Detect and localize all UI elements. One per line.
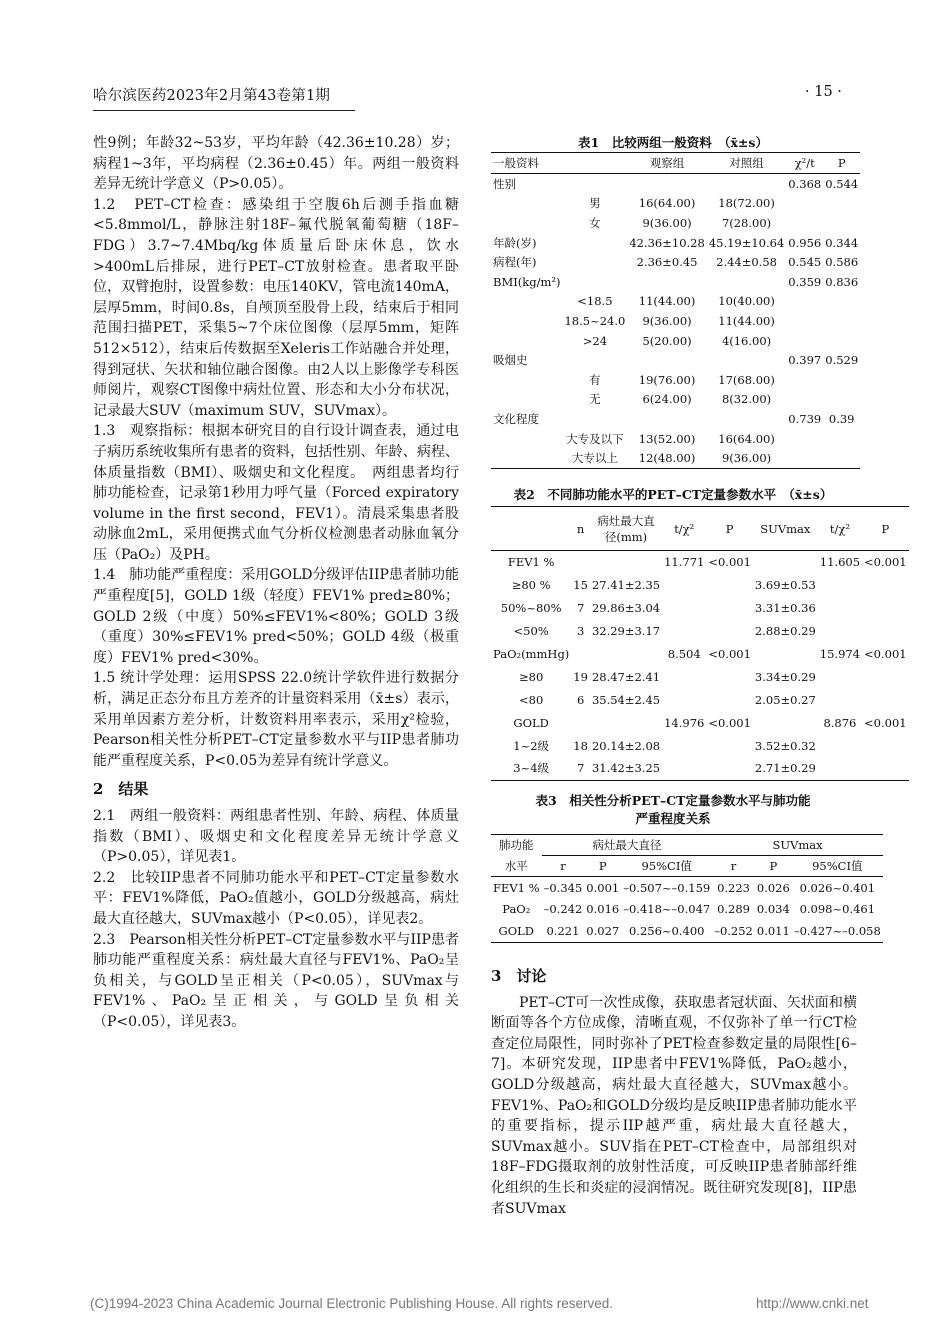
table-cell <box>818 757 862 780</box>
table-cell <box>707 350 786 370</box>
table-cell <box>491 370 562 390</box>
table-cell <box>706 757 753 780</box>
table-cell <box>818 734 862 757</box>
table-cell <box>862 597 909 620</box>
table-cell: 2.36±0.45 <box>636 255 698 270</box>
table-cell: 0.586 <box>825 255 859 270</box>
table-cell <box>491 448 562 468</box>
table-row <box>491 370 860 390</box>
table-cell: 11(44.00) <box>638 294 696 309</box>
table-cell <box>707 174 786 194</box>
table-cell: <50% <box>513 624 549 639</box>
table3-header: 水平 <box>504 858 528 873</box>
table-row <box>491 597 909 620</box>
table-row <box>491 252 860 272</box>
table-cell: 0.836 <box>825 274 859 289</box>
table-cell <box>707 409 786 429</box>
table-cell <box>662 574 706 597</box>
table1 <box>491 152 860 469</box>
table-cell: 16(64.00) <box>718 431 775 446</box>
table-cell <box>786 292 823 312</box>
table-cell <box>571 551 590 574</box>
table-cell: <0.001 <box>708 555 751 570</box>
table-cell: 0.529 <box>825 353 859 368</box>
cnki-link[interactable]: http://www.cnki.net <box>756 1296 869 1311</box>
table-cell <box>562 252 627 272</box>
table2-header: t/χ² <box>829 521 850 536</box>
table-cell: 29.86±3.04 <box>591 601 661 616</box>
table-cell: GOLD <box>498 923 535 938</box>
table-cell: <18.5 <box>577 294 613 309</box>
table-cell <box>706 665 753 688</box>
paragraph: 1.2 PET–CT检查：感染组于空腹6h后测手指血糖<5.8mmol/L，静脉注射18F–氟代脱氧葡萄糖（18F–FDG）3.7~7.4Mbq/kg体质量后卧床休息，饮水>400mL后排尿，进行PET–CT放射检查。患者取平卧位，双臂抱肘，设置参数：电压140KV，管电流140mA，层厚5mm，时间0.8s，自颅顶至股骨上段，结束后于相同范围扫描PET，采集5~7个床位图像（层厚5mm，矩阵512×512），结束后传数据至Xeleris工作站融合并处理，得到冠状、矢状和轴位融合图像。由2人以上影像学专科医师阅片，观察CT图像中病灶位置、形态和大小分布状况，记录最大SUV（maximum SUV，SUVmax）。 <box>93 196 459 419</box>
table-row <box>491 194 860 214</box>
table2-caption: 表2 不同肺功能水平的PET–CT定量参数水平 （x̄±s） <box>513 487 833 502</box>
table-cell: 0.098~0.461 <box>799 902 876 917</box>
table-row <box>491 272 860 292</box>
table-cell: 0.223 <box>717 880 751 895</box>
table-row <box>491 688 909 711</box>
table-cell: 14.976 <box>664 715 705 730</box>
table-cell <box>862 757 909 780</box>
table-cell <box>571 643 590 666</box>
table-cell: 女 <box>589 215 601 230</box>
table-cell: FEV1 % <box>493 880 540 895</box>
table-cell <box>590 643 662 666</box>
table2-header: t/χ² <box>674 521 695 536</box>
table3 <box>491 834 883 943</box>
table-cell <box>823 448 860 468</box>
table3-caption-line1: 表3 相关性分析PET–CT定量参数水平与肺功能 <box>535 793 811 808</box>
table-cell: 2.05±0.27 <box>754 692 816 707</box>
table-cell <box>627 350 706 370</box>
table-cell: >24 <box>582 333 608 348</box>
paragraph: 1.4 肺功能严重程度：采用GOLD分级评估IIP患者肺功能严重程度[5]，GOLD 1级（轻度）FEV1% pred≥80%；GOLD 2级（中度）50%≤FEV1%<80%；GOLD 3级（重度）30%≤FEV1% pred<50%；GOLD 4级（极重度）FEV1% pred<30%。 <box>93 567 459 666</box>
table-cell <box>562 174 627 194</box>
table-cell <box>627 174 706 194</box>
table-cell <box>491 311 562 331</box>
table1-header: 观察组 <box>649 156 685 170</box>
table-cell <box>706 620 753 643</box>
table-cell: –0.242 <box>543 902 583 917</box>
table-cell <box>823 429 860 449</box>
table-row <box>491 174 860 194</box>
table2-header <box>491 507 571 551</box>
table-cell <box>590 711 662 734</box>
table-cell <box>662 757 706 780</box>
table-cell <box>862 688 909 711</box>
table-cell: 18(72.00) <box>718 196 775 211</box>
table-cell: 0.011 <box>756 923 790 938</box>
table1-header <box>562 153 627 174</box>
table-cell <box>823 194 860 214</box>
table-cell: 9(36.00) <box>642 313 692 328</box>
table-cell: 2.44±0.58 <box>716 255 777 270</box>
table-row <box>491 920 883 942</box>
table-row <box>491 448 860 468</box>
table-cell <box>491 390 562 410</box>
table1-header: 一般资料 <box>493 156 539 170</box>
left-column <box>93 133 459 1033</box>
table-cell: –0.345 <box>543 880 583 895</box>
table-cell: –0.418~–0.047 <box>623 902 711 917</box>
table-cell: 3.31±0.36 <box>754 601 816 616</box>
table1-header: P <box>837 156 846 170</box>
table-cell <box>753 643 818 666</box>
table-cell: 文化程度 <box>493 411 539 426</box>
paragraph: PET–CT可一次性成像，获取患者冠状面、矢状面和横断面等各个方位成像，清晰直观，不仅弥补了单一行CT检查定位局限性，同时弥补了PET检查参数定量的局限性[6–7]。本研究发现，IIP患者中FEV1%降低，PaO₂越小，GOLD分级越高，病灶最大直径越大，SUVmax越小。FEV1%、PaO₂和GOLD分级均是反映IIP患者肺功能水平的重要指标，提示IIP越严重，病灶最大直径越大，SUVmax越小。SUV指在PET–CT检查中，局部组织对18F–FDG摄取剂的放射性活度，可反映IIP患者肺部纤维化组织的生长和炎症的浸润情况。既往研究发现[8]，IIP患者SUVmax <box>491 994 857 1217</box>
table-cell: 12(48.00) <box>638 451 696 466</box>
table-row <box>491 899 883 921</box>
table-cell: 19 <box>573 669 588 684</box>
table-cell <box>706 734 753 757</box>
table-cell: 11(44.00) <box>718 313 775 328</box>
table-cell: 20.14±2.08 <box>591 738 661 753</box>
table-cell <box>562 272 627 292</box>
table-row <box>491 429 860 449</box>
table-row <box>491 574 909 597</box>
table-cell: 0.027 <box>586 923 620 938</box>
table-cell: 2.71±0.29 <box>754 761 816 776</box>
table-cell <box>786 448 823 468</box>
table-cell: 4(16.00) <box>721 333 772 348</box>
table-cell: –0.427~–0.058 <box>793 923 881 938</box>
table-cell: ≥80 % <box>511 578 551 593</box>
table-row <box>491 665 909 688</box>
table-cell <box>662 620 706 643</box>
table2-header: 病灶最大直径(mm) <box>597 513 655 544</box>
table-cell <box>562 350 627 370</box>
table-cell <box>491 194 562 214</box>
table-cell: 11.771 <box>664 555 705 570</box>
table-cell: 吸烟史 <box>493 353 528 368</box>
table-cell <box>562 233 627 253</box>
table-cell: PaO₂ <box>502 902 531 917</box>
table-cell <box>753 551 818 574</box>
table-row <box>491 292 860 312</box>
table-cell <box>862 734 909 757</box>
table-cell <box>706 574 753 597</box>
table-row <box>491 643 909 666</box>
table-cell: 6(24.00) <box>642 392 692 407</box>
table-row <box>491 734 909 757</box>
table-cell: 0.39 <box>828 411 855 426</box>
table-cell: 性别 <box>493 176 516 191</box>
table-cell <box>818 574 862 597</box>
table-cell: <80 <box>519 692 544 707</box>
table-cell: 0.001 <box>586 880 620 895</box>
table-cell <box>562 409 627 429</box>
table-cell <box>818 620 862 643</box>
table-cell: 3 <box>576 624 585 639</box>
table-cell <box>662 665 706 688</box>
table-cell <box>786 331 823 351</box>
table-cell <box>862 620 909 643</box>
table-cell: 31.42±3.25 <box>591 761 661 776</box>
table-cell: 2.88±0.29 <box>754 624 816 639</box>
table-cell <box>706 597 753 620</box>
table-cell: 大专以上 <box>571 451 618 466</box>
paragraph: 1.3 观察指标：根据本研究目的自行设计调查表，通过电子病历系统收集所有患者的资料，包括性别、年龄、病程、体质量指数（BMI）、吸烟史和文化程度。 两组患者均行肺功能检查，记录第1秒用力呼气量（Forced expiratory volume in the first second，FEV1）。清晨采集患者股动脉血2mL，采用便携式血气分析仪检测患者动脉血氧分压（PaO₂）及PH。 <box>93 423 459 563</box>
table3-caption <box>490 792 856 828</box>
table-cell <box>662 688 706 711</box>
table-cell: 15.974 <box>819 647 861 661</box>
table3-header: P <box>598 859 607 873</box>
page-number: · 15 · <box>805 84 842 100</box>
table-row <box>491 213 860 233</box>
table-cell <box>662 734 706 757</box>
table3-header: 95%CI值 <box>812 859 863 873</box>
table3-header: 95%CI值 <box>641 859 692 873</box>
table-cell: 有 <box>589 372 601 387</box>
table-row <box>491 311 860 331</box>
table-cell: <0.001 <box>708 715 751 730</box>
table-cell: 13(52.00) <box>638 431 696 446</box>
table2 <box>491 506 909 781</box>
table-cell: BMI(kg/m²) <box>493 274 561 289</box>
table-cell: 8(32.00) <box>721 392 772 407</box>
section-heading: 3 讨论 <box>491 967 547 985</box>
table-cell: 16(64.00) <box>638 196 696 211</box>
table1-caption: 表1 比较两组一般资料 （x̄±s） <box>578 135 768 150</box>
copyright-footer <box>90 1296 869 1311</box>
section-heading: 2 结果 <box>93 780 149 799</box>
journal-header: 哈尔滨医药2023年2月第43卷第1期 <box>93 88 331 104</box>
table-cell <box>818 688 862 711</box>
table-cell <box>491 331 562 351</box>
table-cell: <0.001 <box>864 555 907 570</box>
table-row <box>491 331 860 351</box>
paragraph: 2.1 两组一般资料：两组患者性别、年龄、病程、体质量指数（BMI）、吸烟史和文化程度差异无统计学意义（P>0.05），详见表1。 <box>93 808 459 866</box>
table-cell: 0.368 <box>788 176 822 191</box>
table-cell: 7(28.00) <box>721 215 772 230</box>
table2-header: P <box>881 521 890 536</box>
table1-header: 对照组 <box>729 156 764 170</box>
table-cell: 9(36.00) <box>721 451 772 466</box>
table-cell <box>707 272 786 292</box>
table-cell <box>823 331 860 351</box>
table-cell: 32.29±3.17 <box>591 624 661 639</box>
table-cell: 0.034 <box>756 902 790 917</box>
table-cell <box>627 409 706 429</box>
table-cell: 0.221 <box>546 923 580 938</box>
table-cell: 9(36.00) <box>642 215 692 230</box>
table-cell: 0.544 <box>825 176 859 191</box>
table-row <box>491 757 909 780</box>
paragraph: 1.5 统计学处理：运用SPSS 22.0统计学软件进行数据分析，满足正态分布且方差齐的计量资料采用（x̄±s）表示，采用单因素方差分析，计数资料用率表示，采用χ²检验，Pearson相关性分析PET–CT定量参数水平与IIP患者肺功能严重程度关系，P<0.05为差异有统计学意义。 <box>93 670 459 769</box>
table-cell: 1~2级 <box>513 738 550 753</box>
table-cell: 18 <box>573 738 588 753</box>
table-row <box>491 620 909 643</box>
table-cell: 0.016 <box>586 902 620 917</box>
table-cell: 0.256~0.400 <box>628 923 705 938</box>
table-cell: 11.605 <box>819 555 861 570</box>
table-cell: 8.876 <box>823 715 857 730</box>
table-cell <box>491 429 562 449</box>
table-cell <box>662 597 706 620</box>
table-cell: 19(76.00) <box>638 372 696 387</box>
table-cell <box>786 213 823 233</box>
table-cell: 18.5~24.0 <box>564 313 626 328</box>
table-row <box>491 711 909 734</box>
table-row <box>491 409 860 429</box>
table-cell: 男 <box>589 196 601 211</box>
table2-header: P <box>725 521 734 536</box>
table-cell: 0.397 <box>788 353 822 368</box>
table-cell <box>818 597 862 620</box>
table-cell: 0.545 <box>788 255 822 270</box>
table-cell <box>571 711 590 734</box>
table-cell: <0.001 <box>864 715 907 730</box>
table1-header: χ²/t <box>794 156 815 170</box>
table-cell <box>786 311 823 331</box>
table-cell: 10(40.00) <box>718 294 775 309</box>
table-cell <box>823 311 860 331</box>
paragraph: 2.2 比较IIP患者不同肺功能水平和PET–CT定量参数水平：FEV1%降低，PaO₂值越小，GOLD分级越高，病灶最大直径越大，SUVmax越小（P<0.05），详见表2。 <box>93 869 459 927</box>
table-cell <box>823 292 860 312</box>
table-cell: 0.956 <box>788 235 822 250</box>
paragraph: 2.3 Pearson相关性分析PET–CT定量参数水平与IIP患者肺功能严重程度关系：病灶最大直径与FEV1%、PaO₂呈负相关，与GOLD呈正相关（P<0.05），SUVmax与FEV1%、PaO₂呈正相关，与GOLD呈负相关（P<0.05），详见表3。 <box>93 931 459 1030</box>
table-cell <box>753 711 818 734</box>
table-cell: 45.19±10.64 <box>708 235 785 250</box>
table-cell: 7 <box>576 761 585 776</box>
table-cell <box>823 390 860 410</box>
table-cell: PaO₂(mmHg) <box>493 647 570 661</box>
table-cell: 0.026~0.401 <box>799 880 876 895</box>
table3-header: r <box>730 859 737 873</box>
table-cell: 7 <box>576 601 585 616</box>
table-cell <box>491 213 562 233</box>
table-cell: 3.69±0.53 <box>754 578 816 593</box>
table-cell <box>786 429 823 449</box>
table3-header: r <box>560 859 566 873</box>
table-cell <box>823 370 860 390</box>
table-cell: 42.36±10.28 <box>629 235 705 250</box>
right-column <box>491 958 857 1219</box>
table-cell: 年龄(岁) <box>493 235 537 250</box>
table-cell <box>818 665 862 688</box>
table3-caption-line2: 严重程度关系 <box>635 811 711 826</box>
table-cell <box>627 272 706 292</box>
table-cell: 6 <box>576 692 585 707</box>
table-cell <box>786 370 823 390</box>
table-cell: 大专及以下 <box>566 431 624 446</box>
table-cell: 0.359 <box>788 274 822 289</box>
table-cell: 35.54±2.45 <box>591 692 661 707</box>
table-cell: 无 <box>589 392 601 407</box>
table-row <box>491 551 909 574</box>
table2-header: SUVmax <box>760 521 811 536</box>
table-cell: 50%~80% <box>500 601 562 616</box>
table-cell: 0.344 <box>825 235 859 250</box>
table3-header: 肺功能 <box>499 838 534 853</box>
table-cell: 0.289 <box>717 902 751 917</box>
copyright-text: (C)1994-2023 China Academic Journal Electronic Publishing House. All rights reserved. <box>90 1296 614 1311</box>
table-cell <box>823 213 860 233</box>
table-cell: 0.739 <box>788 411 822 426</box>
table-cell <box>862 574 909 597</box>
table-cell <box>706 688 753 711</box>
table-cell: 27.41±2.35 <box>591 578 661 593</box>
table3-header: P <box>769 859 778 873</box>
table-cell: <0.001 <box>864 647 907 661</box>
table-cell: 5(20.00) <box>642 333 692 348</box>
table-cell <box>786 390 823 410</box>
table-cell: 17(68.00) <box>718 372 775 387</box>
table-cell <box>786 194 823 214</box>
table-cell: 0.026 <box>756 880 790 895</box>
table-cell <box>862 665 909 688</box>
table-cell: FEV1 % <box>507 555 555 570</box>
paragraph: 性9例；年龄32~53岁，平均年龄（42.36±10.28）岁；病程1~3年，平均病程（2.36±0.45）年。两组一般资料差异无统计学意义（P>0.05）。 <box>93 135 459 193</box>
table-cell: 3~4级 <box>513 761 550 776</box>
table-cell <box>491 292 562 312</box>
table-cell: 8.504 <box>667 647 701 661</box>
table3-header: 病灶最大直径 <box>542 835 713 856</box>
table-cell: GOLD <box>513 715 549 730</box>
table-cell <box>590 551 662 574</box>
table-cell: –0.507~–0.159 <box>623 880 711 895</box>
table-cell: 病程(年) <box>493 255 537 270</box>
header-rule <box>93 110 355 111</box>
table-row <box>491 390 860 410</box>
table-row <box>491 350 860 370</box>
table-cell: 3.52±0.32 <box>754 738 816 753</box>
table-cell: 28.47±2.41 <box>591 669 661 684</box>
table-cell: –0.252 <box>714 923 753 938</box>
table-row <box>491 877 883 899</box>
table-cell: 3.34±0.29 <box>754 669 816 684</box>
table2-header: n <box>576 521 585 536</box>
table-cell: ≥80 <box>519 669 544 684</box>
table-cell: <0.001 <box>708 647 751 661</box>
table-row <box>491 233 860 253</box>
table-cell: 15 <box>573 578 588 593</box>
table3-header: SUVmax <box>712 835 883 856</box>
